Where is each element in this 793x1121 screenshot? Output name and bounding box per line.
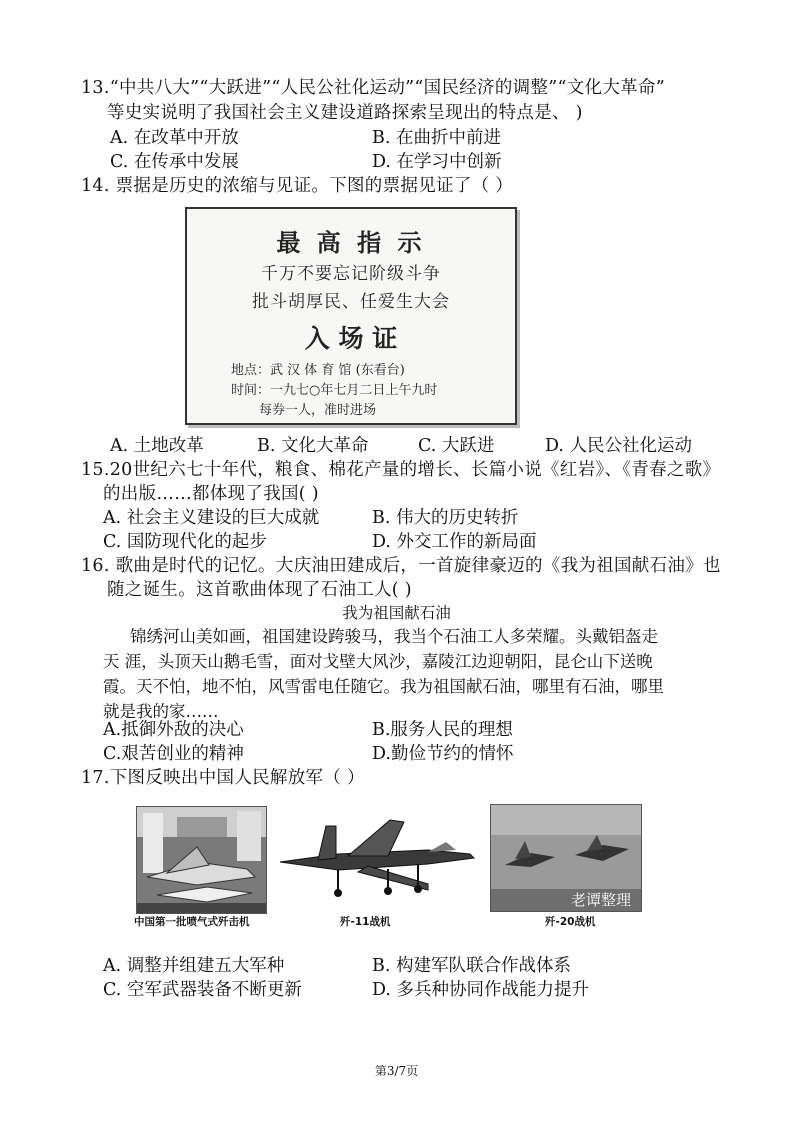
- q13-stem-line1: 13.“中共八大”“大跃进”“人民公社化运动”“国民经济的调整”“文化大革命”: [81, 78, 665, 98]
- song-title: 我为祖国献石油: [342, 604, 451, 622]
- q15-option-b[interactable]: B. 伟大的历史转折: [372, 508, 519, 528]
- song-lyrics-line2: 天 涯，头顶天山鹅毛雪，面对戈壁大风沙，嘉陵江边迎朝阳，昆仑山下送晚: [103, 652, 653, 671]
- q14-option-a[interactable]: A. 土地改革: [110, 436, 204, 456]
- song-lyrics-line4: 就是我的家……: [103, 702, 219, 721]
- q14-option-d[interactable]: D. 人民公社化运动: [545, 436, 693, 456]
- q16-stem-line1: 16. 歌曲是时代的记忆。大庆油田建成后，一首旋律豪迈的《我为祖国献石油》也: [81, 556, 721, 576]
- q14-option-c[interactable]: C. 大跃进: [418, 436, 495, 456]
- q17-option-a[interactable]: A. 调整并组建五大军种: [103, 956, 285, 976]
- q13-option-c[interactable]: C. 在传承中发展: [110, 152, 239, 172]
- q16-stem-line2: 随之诞生。这首歌曲体现了石油工人( ): [107, 580, 412, 600]
- q17-option-c[interactable]: C. 空军武器装备不断更新: [103, 980, 302, 1000]
- ticket-heading: 入 场 证: [304, 324, 398, 353]
- q15-option-d[interactable]: D. 外交工作的新局面: [372, 532, 537, 552]
- ticket-note: 每券一人，准时进场: [259, 403, 377, 418]
- q17-option-d[interactable]: D. 多兵种协同作战能力提升: [372, 980, 590, 1000]
- ticket-title: 最 高 指 示: [276, 228, 426, 257]
- page-number: 第3/7页: [374, 1064, 419, 1078]
- ticket-meeting-name: 批斗胡厚民、任爱生大会: [252, 292, 450, 312]
- q16-option-c[interactable]: C.艰苦创业的精神: [103, 744, 244, 764]
- ticket-place: 地点：武 汉 体 育 馆 (东看台): [231, 363, 405, 378]
- q16-option-b[interactable]: B.服务人民的理想: [372, 720, 513, 740]
- caption-early-jet-fighters: 中国第一批喷气式歼击机: [134, 916, 250, 928]
- q13-stem-line2: 等史实说明了我国社会主义建设道路探索呈现出的特点是、 ): [107, 103, 583, 123]
- ticket-time: 时间：一九七○年七月二日上午九时: [231, 383, 438, 398]
- j11-fighter-image: [278, 814, 478, 906]
- q13-option-b[interactable]: B. 在曲折中前进: [372, 128, 501, 148]
- q14-stem: 14. 票据是历史的浓缩与见证。下图的票据见证了（ ）: [81, 176, 514, 196]
- q16-option-d[interactable]: D.勤俭节约的情怀: [372, 744, 514, 764]
- ticket-slogan: 千万不要忘记阶级斗争: [261, 264, 441, 284]
- caption-j20: 歼-20战机: [545, 916, 596, 928]
- q13-option-a[interactable]: A. 在改革中开放: [110, 128, 239, 148]
- admission-ticket-image: [185, 207, 517, 425]
- watermark-text: 老谭整理: [571, 891, 632, 909]
- j11-fighter-photo: [278, 814, 478, 906]
- q15-stem-line1: 15.20世纪六七十年代，粮食、棉花产量的增长、长篇小说《红岩》、《青春之歌》: [81, 460, 721, 480]
- caption-j11: 歼-11战机: [340, 916, 391, 928]
- q15-option-a[interactable]: A. 社会主义建设的巨大成就: [103, 508, 320, 528]
- song-lyrics-line3: 霞。天不怕，地不怕，风雪雷电任随它。我为祖国献石油，哪里有石油，哪里: [103, 677, 664, 696]
- q17-stem: 17.下图反映出中国人民解放军（ ）: [81, 768, 365, 788]
- q17-option-b[interactable]: B. 构建军队联合作战体系: [372, 956, 571, 976]
- song-lyrics-line1: 锦绣河山美如画，祖国建设跨骏马，我当个石油工人多荣耀。头戴铝盔走: [130, 627, 658, 646]
- q14-option-b[interactable]: B. 文化大革命: [257, 436, 369, 456]
- early-jet-fighters-image: [137, 807, 266, 913]
- early-jet-fighters-photo: [136, 806, 267, 914]
- q15-stem-line2: 的出版……都体现了我国( ): [103, 484, 319, 504]
- q15-option-c[interactable]: C. 国防现代化的起步: [103, 532, 267, 552]
- q13-option-d[interactable]: D. 在学习中创新: [372, 152, 502, 172]
- q16-option-a[interactable]: A.抵御外敌的决心: [103, 720, 244, 740]
- j20-fighter-photo: [490, 804, 642, 912]
